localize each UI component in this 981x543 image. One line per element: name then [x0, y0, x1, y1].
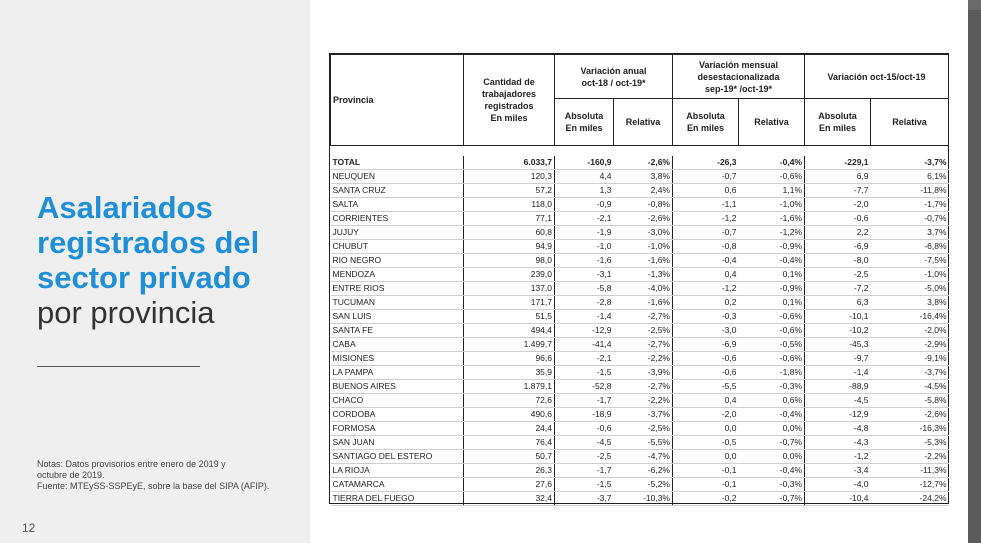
province-cell: CABA	[331, 338, 464, 352]
value-cell: 0,4	[673, 394, 739, 408]
province-cell: LA PAMPA	[331, 366, 464, 380]
value-cell: -2,6%	[614, 156, 673, 170]
value-cell: -12,7%	[871, 478, 949, 492]
value-cell: -45,3	[805, 338, 871, 352]
value-cell: 96,6	[464, 352, 555, 366]
header-var-mensual-l1: Variación mensual	[698, 59, 779, 70]
value-cell: 3,8%	[614, 170, 673, 184]
value-cell: -1,3%	[614, 268, 673, 282]
value-cell: -0,6%	[739, 170, 805, 184]
header-cantidad	[464, 55, 555, 146]
title-line-3: sector privado	[37, 260, 251, 295]
value-cell: -1,6%	[739, 212, 805, 226]
value-cell: -2,1	[555, 352, 614, 366]
value-cell: -160,9	[555, 156, 614, 170]
value-cell: -1,2%	[739, 226, 805, 240]
province-cell: MENDOZA	[331, 268, 464, 282]
province-cell: SAN LUIS	[331, 310, 464, 324]
value-cell: -41,4	[555, 338, 614, 352]
province-cell: ENTRE RIOS	[331, 282, 464, 296]
table-row	[331, 296, 949, 310]
province-cell: LA RIOJA	[331, 464, 464, 478]
value-cell: -5,3%	[871, 436, 949, 450]
value-cell: 6.033,7	[464, 156, 555, 170]
value-cell: -1,0%	[871, 268, 949, 282]
header-absoluta-1	[555, 99, 614, 146]
value-cell: -0,6	[673, 366, 739, 380]
value-cell: 51,5	[464, 310, 555, 324]
value-cell: -5,5	[673, 380, 739, 394]
value-cell: -10,2	[805, 324, 871, 338]
header-absoluta-2-l1: Absoluta	[686, 111, 725, 121]
table-row	[331, 310, 949, 324]
value-cell: -1,7	[555, 464, 614, 478]
value-cell: 0,4	[673, 268, 739, 282]
header-absoluta-2-l2: En miles	[686, 123, 724, 133]
header-var-mensual-l2: desestacionalizada	[697, 71, 780, 82]
province-cell: SAN JUAN	[331, 436, 464, 450]
province-cell: SANTA FE	[331, 324, 464, 338]
value-cell: -0,4	[673, 254, 739, 268]
value-cell: -1,8%	[739, 366, 805, 380]
window-right-strip	[968, 10, 981, 543]
value-cell: -2,6%	[871, 408, 949, 422]
value-cell: 6,9	[805, 170, 871, 184]
value-cell: -2,0%	[871, 324, 949, 338]
value-cell: -3,1	[555, 268, 614, 282]
title-subtitle: por provincia	[37, 295, 215, 330]
value-cell: -2,6%	[614, 212, 673, 226]
total-row	[331, 156, 949, 170]
header-absoluta-2	[673, 99, 739, 146]
value-cell: -2,7%	[614, 338, 673, 352]
value-cell: -0,4%	[739, 254, 805, 268]
value-cell: -0,3%	[739, 478, 805, 492]
value-cell: -1,9	[555, 226, 614, 240]
value-cell: -5,0%	[871, 282, 949, 296]
value-cell: 1.499,7	[464, 338, 555, 352]
value-cell: -3,7%	[614, 408, 673, 422]
table-row	[331, 170, 949, 184]
value-cell: 3,8%	[871, 296, 949, 310]
value-cell: -6,8%	[871, 240, 949, 254]
value-cell: -0,7%	[871, 212, 949, 226]
value-cell: -4,5	[555, 436, 614, 450]
value-cell: 94,9	[464, 240, 555, 254]
value-cell: -1,0%	[614, 240, 673, 254]
value-cell: -1,2	[805, 450, 871, 464]
value-cell: 57,2	[464, 184, 555, 198]
value-cell: -4,0	[805, 478, 871, 492]
value-cell: 2,2	[805, 226, 871, 240]
title-line-1: Asalariados	[37, 190, 213, 225]
value-cell: 6,1%	[871, 170, 949, 184]
value-cell: -2,5%	[614, 324, 673, 338]
value-cell: -0,6%	[739, 310, 805, 324]
table-row	[331, 394, 949, 408]
value-cell: -52,8	[555, 380, 614, 394]
value-cell: -18,9	[555, 408, 614, 422]
province-cell: CORRIENTES	[331, 212, 464, 226]
divider	[37, 366, 200, 367]
table-row	[331, 212, 949, 226]
table-row	[331, 450, 949, 464]
value-cell: -0,4%	[739, 408, 805, 422]
header-var-oct15: Variación oct-15/oct-19	[805, 55, 949, 99]
table-row	[331, 436, 949, 450]
table-row	[331, 492, 949, 506]
province-cell: TOTAL	[331, 156, 464, 170]
value-cell: -1,4	[805, 366, 871, 380]
value-cell: -2,5	[555, 450, 614, 464]
value-cell: -1,1	[673, 198, 739, 212]
value-cell: -2,0	[673, 408, 739, 422]
value-cell: -2,0	[805, 198, 871, 212]
value-cell: -0,5%	[739, 338, 805, 352]
value-cell: 1.879,1	[464, 380, 555, 394]
header-cantidad-l4: En miles	[490, 113, 528, 123]
province-cell: JUJUY	[331, 226, 464, 240]
value-cell: 0,0	[673, 422, 739, 436]
table-row	[331, 478, 949, 492]
spacer-cell	[331, 146, 949, 157]
value-cell: -9,7	[805, 352, 871, 366]
value-cell: -2,7%	[614, 380, 673, 394]
value-cell: -0,6	[805, 212, 871, 226]
header-cantidad-l3: registrados	[484, 101, 534, 111]
value-cell: 0,6	[673, 184, 739, 198]
value-cell: -0,9	[555, 198, 614, 212]
value-cell: -0,6%	[739, 352, 805, 366]
value-cell: -1,5	[555, 478, 614, 492]
value-cell: 77,1	[464, 212, 555, 226]
value-cell: -0,7	[673, 226, 739, 240]
province-cell: SALTA	[331, 198, 464, 212]
value-cell: -0,6	[555, 422, 614, 436]
value-cell: -12,9	[555, 324, 614, 338]
header-provincia: Provincia	[331, 55, 464, 146]
value-cell: -0,8%	[614, 198, 673, 212]
value-cell: -2,7%	[614, 310, 673, 324]
value-cell: -4,0%	[614, 282, 673, 296]
value-cell: 490,6	[464, 408, 555, 422]
table-row	[331, 282, 949, 296]
value-cell: -0,4%	[739, 156, 805, 170]
value-cell: -3,4	[805, 464, 871, 478]
table-row	[331, 464, 949, 478]
value-cell: -5,5%	[614, 436, 673, 450]
table-row	[331, 198, 949, 212]
province-cell: SANTIAGO DEL ESTERO	[331, 450, 464, 464]
value-cell: -24,2%	[871, 492, 949, 506]
value-cell: -0,4%	[739, 464, 805, 478]
province-cell: SANTA CRUZ	[331, 184, 464, 198]
value-cell: -1,5	[555, 366, 614, 380]
value-cell: 98,0	[464, 254, 555, 268]
value-cell: 24,4	[464, 422, 555, 436]
value-cell: -229,1	[805, 156, 871, 170]
table-row	[331, 408, 949, 422]
value-cell: 137,0	[464, 282, 555, 296]
value-cell: -2,2%	[614, 394, 673, 408]
value-cell: -6,9	[805, 240, 871, 254]
header-var-mensual	[673, 55, 805, 99]
value-cell: -1,4	[555, 310, 614, 324]
header-absoluta-1-l2: En miles	[565, 123, 603, 133]
value-cell: -1,6%	[614, 296, 673, 310]
table-row	[331, 352, 949, 366]
value-cell: -2,5%	[614, 422, 673, 436]
value-cell: -10,4	[805, 492, 871, 506]
table-row	[331, 254, 949, 268]
value-cell: -4,5	[805, 394, 871, 408]
value-cell: -0,1	[673, 478, 739, 492]
province-cell: CHUBUT	[331, 240, 464, 254]
value-cell: 1,3	[555, 184, 614, 198]
value-cell: -1,6	[555, 254, 614, 268]
value-cell: -5,2%	[614, 478, 673, 492]
value-cell: 239,0	[464, 268, 555, 282]
value-cell: 0,2	[673, 296, 739, 310]
table-body	[331, 146, 949, 506]
value-cell: -0,6%	[739, 324, 805, 338]
value-cell: 1,1%	[739, 184, 805, 198]
value-cell: -7,7	[805, 184, 871, 198]
value-cell: -2,5	[805, 268, 871, 282]
header-var-anual-l1: Variación anual	[580, 65, 647, 76]
value-cell: -2,1	[555, 212, 614, 226]
header-absoluta-3-l1: Absoluta	[818, 111, 857, 121]
value-cell: -7,5%	[871, 254, 949, 268]
value-cell: -11,3%	[871, 464, 949, 478]
value-cell: -2,8	[555, 296, 614, 310]
value-cell: -6,2%	[614, 464, 673, 478]
province-cell: CORDOBA	[331, 408, 464, 422]
value-cell: -8,0	[805, 254, 871, 268]
value-cell: -0,7%	[739, 492, 805, 506]
table-row	[331, 184, 949, 198]
value-cell: -0,7	[673, 170, 739, 184]
value-cell: -6,9	[673, 338, 739, 352]
value-cell: 26,3	[464, 464, 555, 478]
value-cell: 32,4	[464, 492, 555, 506]
value-cell: 0,0%	[739, 450, 805, 464]
table-row	[331, 268, 949, 282]
value-cell: -4,7%	[614, 450, 673, 464]
value-cell: -1,7	[555, 394, 614, 408]
data-table	[330, 54, 949, 506]
province-cell: TIERRA DEL FUEGO	[331, 492, 464, 506]
value-cell: 0,1%	[739, 268, 805, 282]
province-cell: CHACO	[331, 394, 464, 408]
province-cell: BUENOS AIRES	[331, 380, 464, 394]
value-cell: -0,9%	[739, 282, 805, 296]
table-row	[331, 324, 949, 338]
province-cell: CATAMARCA	[331, 478, 464, 492]
data-table-container	[329, 53, 949, 504]
header-cantidad-l2: trabajadores	[481, 89, 537, 99]
value-cell: -0,2	[673, 492, 739, 506]
province-cell: FORMOSA	[331, 422, 464, 436]
value-cell: 120,3	[464, 170, 555, 184]
value-cell: 4,4	[555, 170, 614, 184]
left-panel	[0, 0, 310, 543]
header-var-mensual-l3: sep-19* /oct-19*	[704, 83, 773, 94]
header-relativa-3: Relativa	[871, 99, 949, 146]
notes	[37, 459, 287, 492]
value-cell: -0,7%	[739, 436, 805, 450]
value-cell: -3,0	[673, 324, 739, 338]
value-cell: -16,3%	[871, 422, 949, 436]
province-cell: NEUQUEN	[331, 170, 464, 184]
header-relativa-1: Relativa	[614, 99, 673, 146]
table-row	[331, 366, 949, 380]
value-cell: -3,7%	[871, 366, 949, 380]
spacer-row	[331, 146, 949, 157]
value-cell: -0,8	[673, 240, 739, 254]
page-number: 12	[22, 521, 36, 535]
header-var-anual-l2: oct-18 / oct-19*	[581, 77, 646, 88]
value-cell: -16,4%	[871, 310, 949, 324]
header-var-anual	[555, 55, 673, 99]
value-cell: 6,3	[805, 296, 871, 310]
table-row	[331, 338, 949, 352]
value-cell: -7,2	[805, 282, 871, 296]
value-cell: -3,9%	[614, 366, 673, 380]
header-absoluta-3-l2: En miles	[819, 123, 857, 133]
table-row	[331, 226, 949, 240]
header-relativa-2: Relativa	[739, 99, 805, 146]
value-cell: -4,8	[805, 422, 871, 436]
value-cell: -1,2	[673, 212, 739, 226]
value-cell: -4,3	[805, 436, 871, 450]
value-cell: -2,9%	[871, 338, 949, 352]
value-cell: 27,6	[464, 478, 555, 492]
value-cell: -2,2%	[614, 352, 673, 366]
value-cell: -3,7%	[871, 156, 949, 170]
value-cell: -3,0%	[614, 226, 673, 240]
header-absoluta-1-l1: Absoluta	[564, 111, 604, 121]
value-cell: -0,6	[673, 352, 739, 366]
value-cell: -9,1%	[871, 352, 949, 366]
value-cell: -1,2	[673, 282, 739, 296]
value-cell: 50,7	[464, 450, 555, 464]
value-cell: -12,9	[805, 408, 871, 422]
value-cell: 0,6%	[739, 394, 805, 408]
value-cell: -4,5%	[871, 380, 949, 394]
slide-title	[37, 190, 307, 330]
table-row	[331, 380, 949, 394]
value-cell: -88,9	[805, 380, 871, 394]
value-cell: 35,9	[464, 366, 555, 380]
header-absoluta-3	[805, 99, 871, 146]
value-cell: -0,3	[673, 310, 739, 324]
table-row	[331, 240, 949, 254]
value-cell: 171,7	[464, 296, 555, 310]
value-cell: 72,6	[464, 394, 555, 408]
value-cell: 0,0%	[739, 422, 805, 436]
value-cell: -10,1	[805, 310, 871, 324]
header-cantidad-l1: Cantidad de	[483, 77, 535, 87]
value-cell: -2,2%	[871, 450, 949, 464]
value-cell: 76,4	[464, 436, 555, 450]
title-line-2: registrados del	[37, 225, 260, 260]
value-cell: -5,8%	[871, 394, 949, 408]
value-cell: -11,8%	[871, 184, 949, 198]
value-cell: -1,6%	[614, 254, 673, 268]
province-cell: RIO NEGRO	[331, 254, 464, 268]
value-cell: -5,8	[555, 282, 614, 296]
notes-text: Notas: Datos provisorios entre enero de 2019 y octubre de 2019. Fuente: MTEySS-SSPEyE, sobre la base del SIPA (AFIP).	[37, 459, 270, 491]
value-cell: -1,7%	[871, 198, 949, 212]
value-cell: 2,4%	[614, 184, 673, 198]
province-cell: MISIONES	[331, 352, 464, 366]
value-cell: 0,1%	[739, 296, 805, 310]
value-cell: -0,3%	[739, 380, 805, 394]
value-cell: -3,7	[555, 492, 614, 506]
value-cell: -0,9%	[739, 240, 805, 254]
value-cell: 0,0	[673, 450, 739, 464]
value-cell: -26,3	[673, 156, 739, 170]
value-cell: 60,8	[464, 226, 555, 240]
value-cell: -0,5	[673, 436, 739, 450]
value-cell: 118,0	[464, 198, 555, 212]
value-cell: 494,4	[464, 324, 555, 338]
value-cell: -1,0%	[739, 198, 805, 212]
value-cell: -1,0	[555, 240, 614, 254]
value-cell: -0,1	[673, 464, 739, 478]
value-cell: 3,7%	[871, 226, 949, 240]
value-cell: -10,3%	[614, 492, 673, 506]
province-cell: TUCUMAN	[331, 296, 464, 310]
table-row	[331, 422, 949, 436]
